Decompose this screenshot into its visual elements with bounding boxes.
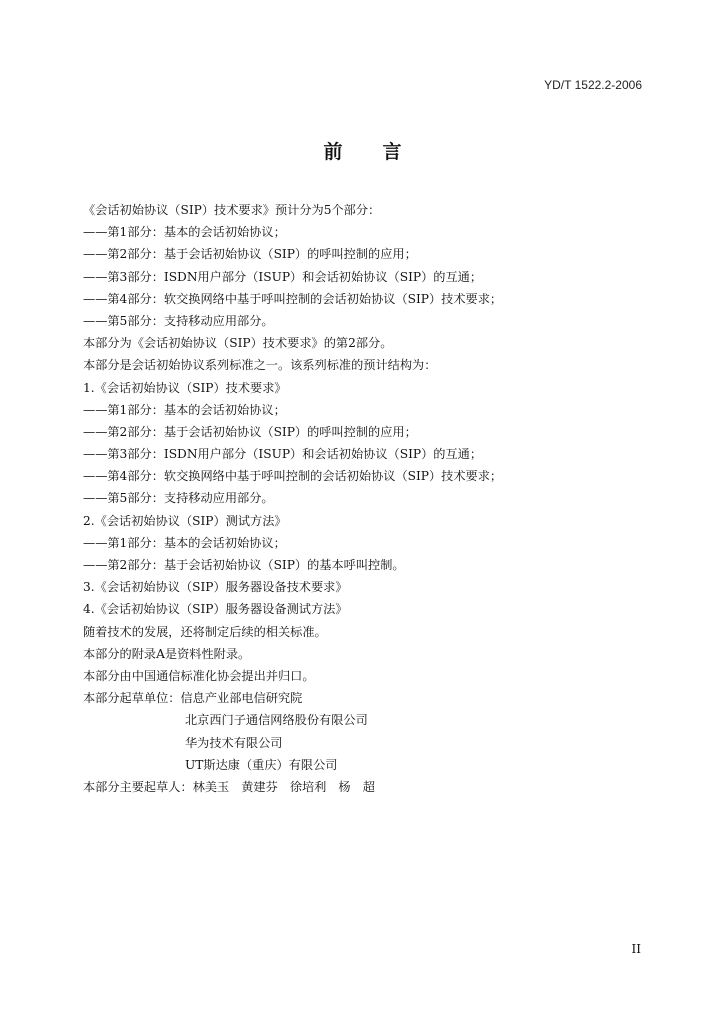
text-line: ——第4部分：软交换网络中基于呼叫控制的会话初始协议（SIP）技术要求； bbox=[83, 469, 503, 484]
text-line: 本部分的附录A是资料性附录。 bbox=[83, 646, 251, 661]
title-char-1: 前 bbox=[323, 141, 343, 163]
text-line: ——第2部分：基于会话初始协议（SIP）的基本呼叫控制。 bbox=[83, 558, 405, 572]
text-line: ——第3部分：ISDN用户部分（ISUP）和会话初始协议（SIP）的互通； bbox=[83, 447, 483, 462]
page-title bbox=[0, 137, 725, 164]
text-line: 本部分由中国通信标准化协会提出并归口。 bbox=[83, 668, 315, 683]
drafters-line bbox=[83, 776, 553, 798]
text-line: ——第5部分：支持移动应用部分。 bbox=[83, 313, 274, 328]
page-number: II bbox=[631, 942, 641, 956]
drafter-name: 徐培利 bbox=[289, 779, 327, 794]
drafter-name: 杨 超 bbox=[338, 779, 375, 794]
drafting-unit: 华为技术有限公司 bbox=[185, 735, 283, 750]
text-line: ——第1部分：基本的会话初始协议； bbox=[83, 225, 286, 240]
standard-code: YD/T 1522.2-2006 bbox=[544, 78, 642, 92]
text-line: ——第5部分：支持移动应用部分。 bbox=[83, 491, 274, 506]
text-line: 4.《会话初始协议（SIP）服务器设备测试方法》 bbox=[83, 602, 348, 617]
drafters-label: 本部分主要起草人： bbox=[83, 779, 193, 794]
text-line: 1.《会话初始协议（SIP）技术要求》 bbox=[83, 380, 287, 395]
text-line: 随着技术的发展，还将制定后续的相关标准。 bbox=[83, 624, 327, 639]
text-line: ——第1部分：基本的会话初始协议； bbox=[83, 402, 286, 417]
text-line: ——第4部分：软交换网络中基于呼叫控制的会话初始协议（SIP）技术要求； bbox=[83, 291, 503, 306]
text-line: 《会话初始协议（SIP）技术要求》预计分为5个部分： bbox=[83, 203, 381, 217]
text-line: ——第1部分：基本的会话初始协议； bbox=[83, 535, 286, 550]
text-line: ——第2部分：基于会话初始协议（SIP）的呼叫控制的应用； bbox=[83, 424, 417, 439]
title-char-2: 言 bbox=[382, 141, 402, 163]
drafting-units-label-line: 本部分起草单位：信息产业部电信研究院 bbox=[83, 691, 303, 706]
text-line: ——第2部分：基于会话初始协议（SIP）的呼叫控制的应用； bbox=[83, 247, 417, 262]
text-line: 3.《会话初始协议（SIP）服务器设备技术要求》 bbox=[83, 580, 348, 595]
drafter-name: 黄建芬 bbox=[241, 779, 278, 794]
text-line: 本部分为《会话初始协议（SIP）技术要求》的第2部分。 bbox=[83, 336, 393, 351]
text-line: ——第3部分：ISDN用户部分（ISUP）和会话初始协议（SIP）的互通； bbox=[83, 269, 483, 284]
drafting-unit: UT斯达康（重庆）有限公司 bbox=[185, 757, 338, 772]
drafter-name: 林美玉 bbox=[192, 779, 230, 794]
text-line: 本部分是会话初始协议系列标准之一。该系列标准的预计结构为： bbox=[83, 358, 437, 373]
foreword-body bbox=[83, 199, 553, 798]
text-line: 2.《会话初始协议（SIP）测试方法》 bbox=[83, 513, 287, 528]
drafting-unit: 北京西门子通信网络股份有限公司 bbox=[185, 713, 368, 728]
